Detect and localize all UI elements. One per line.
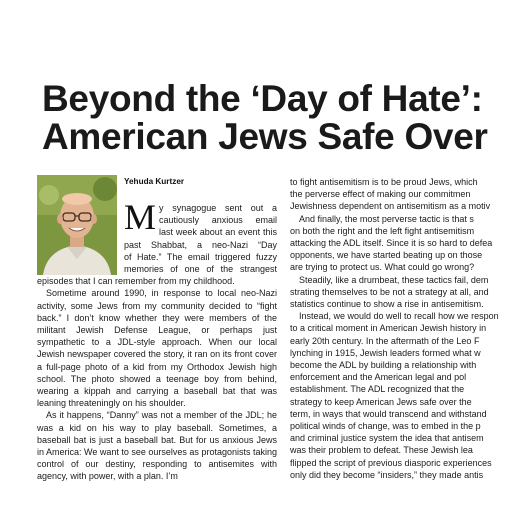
article-column-1 [37,197,277,483]
column-2-line: strating themselves to be not a strategy at all, and [290,286,489,297]
column-2-line: and criminal justice system the idea that antisem [290,433,484,444]
column-2-line: lynching in 1915, Jewish leaders formed what w [290,347,481,358]
column-2-line: opponents, we have started beating up on those [290,250,483,261]
column-2-line: enforcement and the American legal and pol [290,372,467,383]
intro-line: y synagogue sent out a [159,203,277,213]
intro-line: cautiously anxious email [159,215,277,226]
paragraph-2: Sometime around 1990, in response to local neo-Nazi activity, some Jews from my community decided to “fight back.” I don’t know whether they were members of the militant Jewish Defense League, or perhaps just sympathetic to a JDL-style approach. When our local Jewish newspaper covered the story, it ran on its front cover a full-page photo of a kid from my Orthodox Jewish high school. The photo showed a teenage boy from behind, wearing a kippah and carrying a baseball bat that was leaning threateningly on his shoulder. [37,288,277,409]
intro-line: of Hate.” The email triggered fuzzy [124,251,277,262]
author-byline: Yehuda Kurtzer [124,177,185,186]
intro-line: past Shabbat, a neo-Nazi “Day [124,239,277,250]
intro-tail: episodes that I can remember from my childhood. [37,276,235,287]
column-2-line: establishment. The ADL recognized that the [290,384,465,395]
intro-line: last week about an event this [159,227,277,238]
column-2-line: become the ADL by building a relationship with [290,360,477,371]
column-2-line: political winds of change, was to embed in the p [290,421,481,432]
column-2-line: to a critical moment in American Jewish history in [290,323,487,334]
column-2-line: Steadily, like a drumbeat, these tactics fail, dem [299,274,489,285]
column-2-line: only did they become “insiders,” they made antis [290,469,484,480]
headline-line-2: American Jews Safe Over [42,116,488,156]
column-2-line: are trying to protect us. What could go wrong? [290,262,475,273]
column-2-line: flipped the script of previous diasporic experiences [290,457,492,468]
column-2-line: on both the right and the left fight antisemitism [290,225,475,236]
intro-paragraph [124,197,277,275]
intro-line: memories of one of the strangest [124,264,277,275]
column-2-line: was their problem to defeat. These Jewish lea [290,445,473,456]
column-2-line: term, in ways that would transcend and withstand [290,408,487,419]
column-2-line: early 20th century. In the aftermath of the Leo F [290,335,480,346]
column-2-line: attacking the ADL itself. Since it is so hard to defea [290,238,493,249]
column-2-line: Instead, we would do well to recall how we respon [299,311,499,322]
headline-line-1: Beyond the ‘Day of Hate’: [42,80,483,119]
column-2-line: the perverse effect of making our commitmen [290,189,471,200]
column-2-line: And finally, the most perverse tactic is that s [299,213,474,224]
column-2-line: Jewishness dependent on antisemitism as a motiv [290,201,491,212]
article-headline [42,80,512,156]
column-2-line: statistics continue to show a rise in antisemitism. [290,299,484,310]
drop-cap: M [124,197,157,237]
column-2-line: to fight antisemitism is to be proud Jews, which [290,177,478,187]
column-2-line: strategy to keep American Jews safe over the [290,396,472,407]
article-column-2 [290,176,512,481]
paragraph-3: As it happens, “Danny” was not a member of the JDL; he was a kid on his way to play baseball. Sometimes, a baseball bat is just a baseball bat. But for us anxious Jews in America: We want to see ourselves as protagonists taking control of our destiny, responding to antisemites with agency, with power, with a plan. I’m [37,410,277,482]
